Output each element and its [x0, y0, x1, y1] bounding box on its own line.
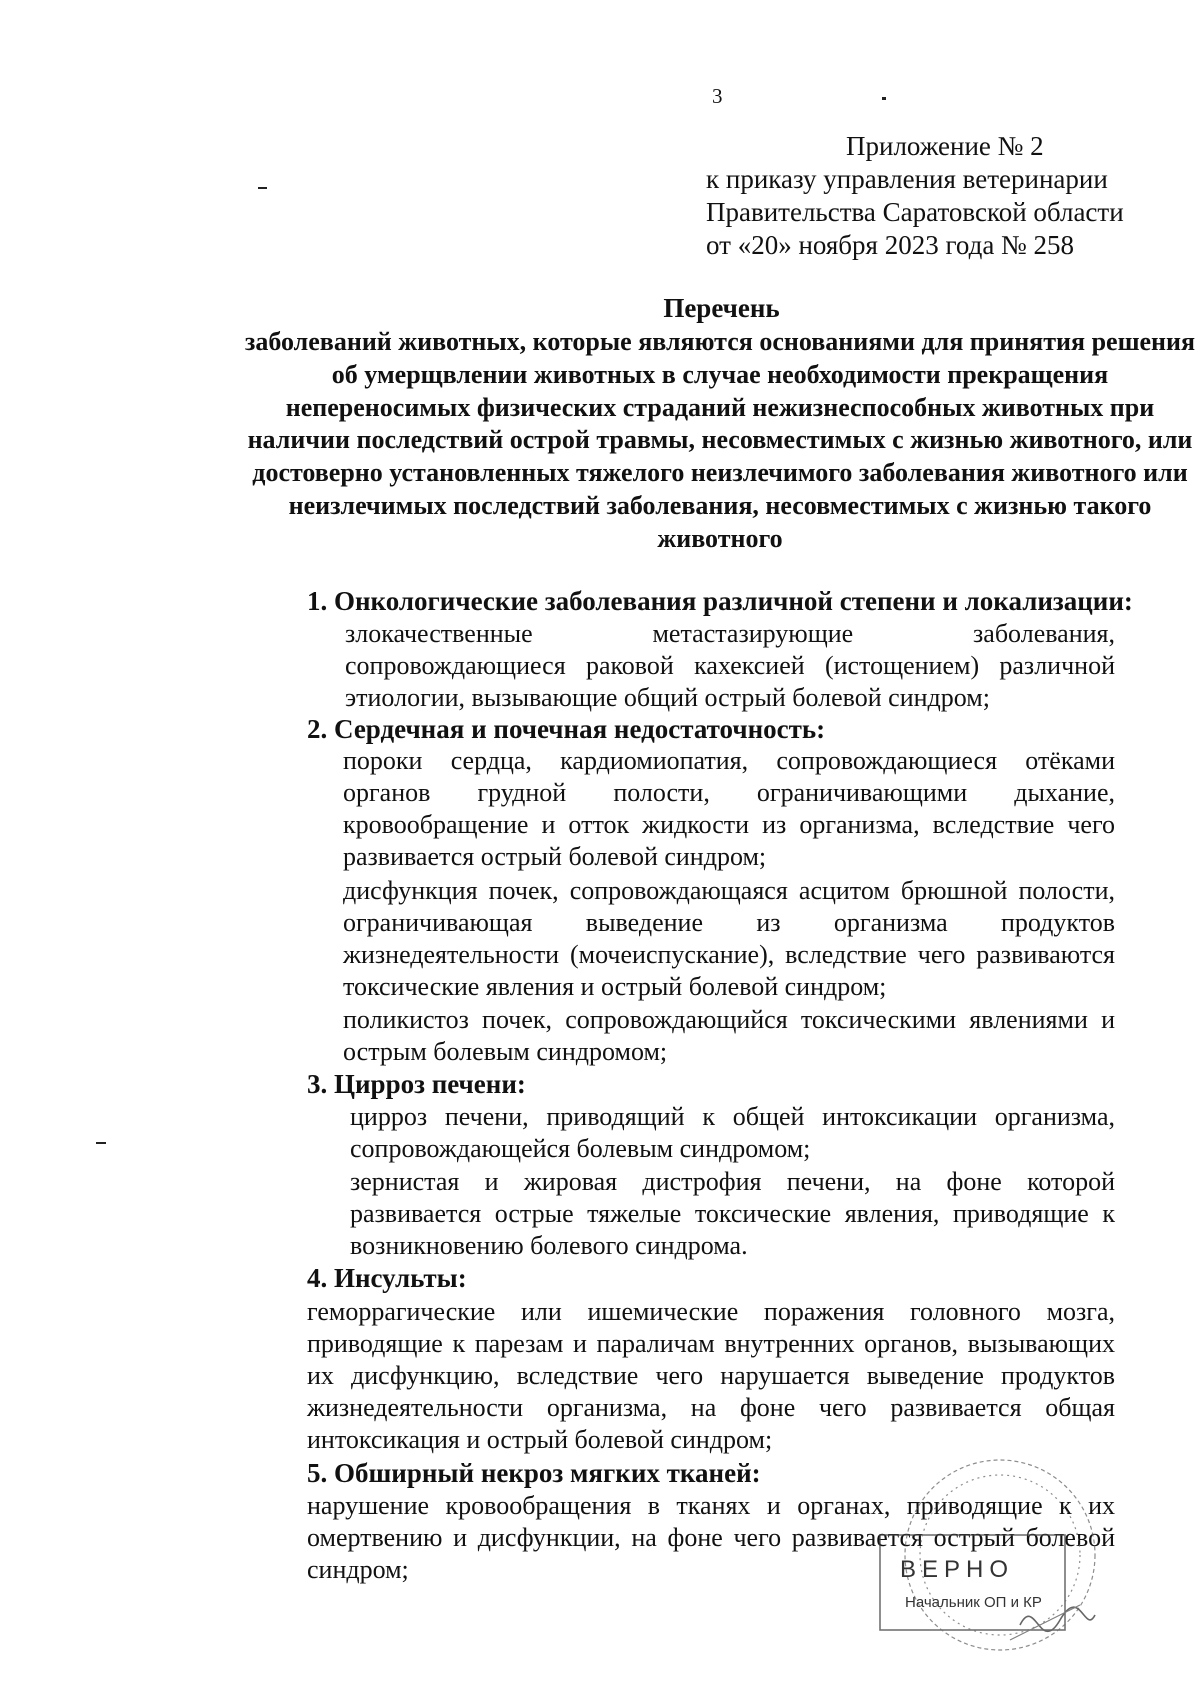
- document-subtitle: заболеваний животных, которые являются основаниями для принятия решения об умерщвлении животных в случае необходимости прекращения непереносимых физических страданий нежизнеспособных животных при наличии последствий острой травмы, несовместимых с жизнью животного, или достоверно установленных тяжелого неизлечимого заболевания животного или неизлечимых последствий заболевания, несовместимых с жизнью такого животного: [244, 327, 1196, 553]
- item-5-paragraph-1: нарушение кровообращения в тканях и органах, приводящие к их омертвению и дисфункции, на фоне чего развивается острый болевой синдром;: [307, 1491, 1115, 1584]
- scan-mark: [882, 97, 886, 100]
- item-2-heading: 2. Сердечная и почечная недостаточность:: [307, 714, 826, 744]
- appendix-header: [706, 130, 1124, 262]
- page-number: 3: [712, 84, 723, 108]
- appendix-number: Приложение № 2: [846, 131, 1044, 161]
- item-5-heading: 5. Обширный некроз мягких тканей:: [307, 1458, 761, 1488]
- scan-mark: [96, 1142, 106, 1144]
- item-1-heading: 1. Онкологические заболевания различной степени и локализации:: [307, 586, 1133, 616]
- item-2-paragraph-2: дисфункция почек, сопровождающаяся асцитом брюшной полости, ограничивающая выведение из организма продуктов жизнедеятельности (мочеиспускание), вследствие чего развиваются токсические явления и острый болевой синдром;: [343, 876, 1115, 1001]
- stamp-sub-text: Начальник ОП и КР: [905, 1594, 1042, 1611]
- item-3-heading: 3. Цирроз печени:: [307, 1069, 526, 1099]
- title-heading: Перечень: [663, 293, 780, 323]
- item-3-paragraph-2: зернистая и жировая дистрофия печени, на фоне которой развивается острые тяжелые токсические явления, приводящие к возникновению болевого синдрома.: [350, 1167, 1115, 1260]
- appendix-authority-line: Правительства Саратовской области: [706, 197, 1124, 227]
- stamp-main-text: ВЕРНО: [900, 1556, 1015, 1583]
- item-2-paragraph-3: поликистоз почек, сопровождающийся токсическими явлениями и острым болевым синдромом;: [343, 1005, 1115, 1066]
- certification-stamp: [870, 1445, 1120, 1685]
- item-4-paragraph-1: геморрагические или ишемические поражения головного мозга, приводящие к парезам и параличам внутренних органов, вызывающих их дисфункцию, вследствие чего нарушается выведение продуктов жизнедеятельности организма, на фоне чего развивается общая интоксикация и острый болевой синдром;: [307, 1297, 1115, 1454]
- appendix-order-line: к приказу управления ветеринарии: [706, 164, 1108, 194]
- document-title: [240, 292, 1200, 325]
- item-4-heading: 4. Инсульты:: [307, 1263, 467, 1293]
- item-3-paragraph-1: цирроз печени, приводящий к общей интоксикации организма, сопровождающейся болевым синдромом;: [350, 1102, 1115, 1163]
- item-1-paragraph-1: злокачественные метастазирующие заболевания, сопровождающиеся раковой кахексией (истощением) различной этиологии, вызывающие общий острый болевой синдром;: [345, 619, 1115, 712]
- item-2-paragraph-1: пороки сердца, кардиомиопатия, сопровождающиеся отёками органов грудной полости, ограничивающими дыхание, кровообращение и отток жидкости из организма, вследствие чего развивается острый болевой синдром;: [343, 746, 1115, 871]
- appendix-date-line: от «20» ноября 2023 года № 258: [706, 230, 1075, 260]
- scan-mark: [258, 187, 267, 189]
